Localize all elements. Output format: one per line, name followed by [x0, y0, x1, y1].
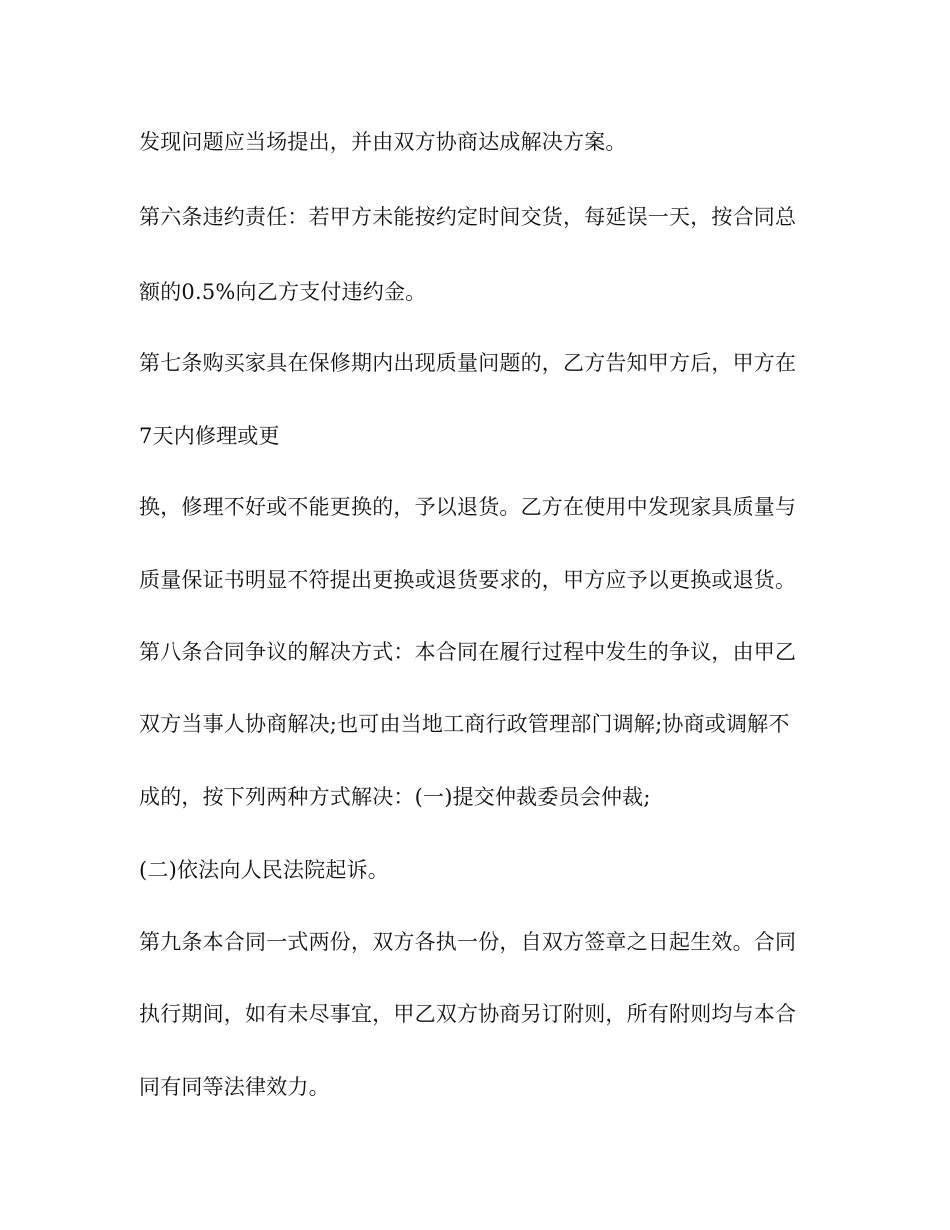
text-line: 同有同等法律效力。 [139, 1075, 330, 1099]
text-line: 成的，按下列两种方式解决：(一)提交仲裁委员会仲裁; [139, 785, 651, 809]
text-line: (二)依法向人民法院起诉。 [139, 858, 389, 882]
text-line: 换，修理不好或不能更换的，予以退货。乙方在使用中发现家具质量与 [139, 495, 797, 519]
text-line: 第八条合同争议的解决方式：本合同在履行过程中发生的争议，由甲乙 [139, 640, 797, 664]
text-line: 第七条购买家具在保修期内出现质量问题的，乙方告知甲方后，甲方在 [139, 351, 797, 375]
text-line: 额的0.5%向乙方支付违约金。 [139, 280, 427, 304]
text-line: 7天内修理或更 [139, 424, 280, 448]
text-line: 第六条违约责任：若甲方未能按约定时间交货，每延误一天，按合同总 [139, 205, 797, 229]
text-line: 发现问题应当场提出，并由双方协商达成解决方案。 [139, 130, 627, 154]
text-line: 双方当事人协商解决;也可由当地工商行政管理部门调解;协商或调解不 [139, 712, 790, 736]
text-line: 第九条本合同一式两份，双方各执一份，自双方签章之日起生效。合同 [139, 930, 797, 954]
text-line: 执行期间，如有未尽事宜，甲乙双方协商另订附则，所有附则均与本合 [139, 1002, 797, 1026]
text-line: 质量保证书明显不符提出更换或退货要求的，甲方应予以更换或退货。 [139, 568, 797, 592]
